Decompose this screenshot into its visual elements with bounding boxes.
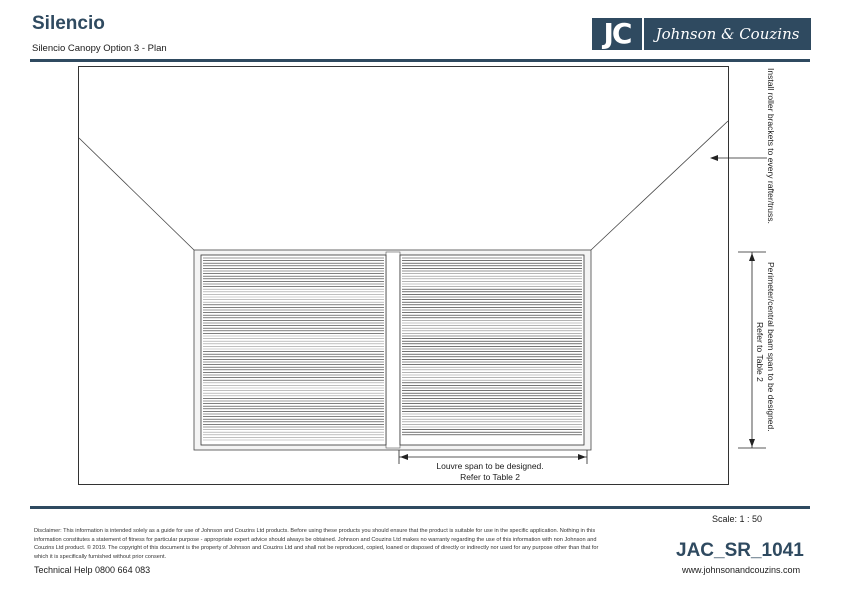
technical-help: Technical Help 0800 664 083 [34,565,151,575]
drawing-scale: Scale: 1 : 50 [712,514,763,524]
louvre-span-line1: Louvre span to be designed. [436,461,544,471]
hip-line-left [79,138,194,250]
logo-wordmark: Johnson & Couzins [644,18,811,50]
louvre-span-note [396,461,584,483]
louvre-span-line2: Refer to Table 2 [460,472,520,482]
disclaimer-text: Disclaimer: This information is intended solely as a guide for use of Johnson and Couzins Ltd products. Before using these products you should ensure that the product is suitable for use in the specific application. Nothing in this information constitutes a statement of fitness for particular purpose - appropriate expert advice should always be obtained. Johnson and Couzins Ltd makes no warranty regarding the use of this information with non Johnson and Couzins Ltd product. © 2019. The copyright of this document is the property of Johnson and Couzins Ltd and shall not be reproduced, copied, loaned or disposed of directly or indirectly nor used for any purpose other than that for which it is specifically furnished without prior consent. [34,528,599,560]
logo-mark: JC [592,18,642,50]
louvre-arrow-right [578,454,586,460]
roller-bracket-note: Install roller brackets to every rafter/truss. [766,68,776,224]
hip-line-right [591,121,728,250]
beam-span-reference: Refer to Table 2 [755,322,765,382]
page-title: Silencio [32,13,105,34]
beam-span-note: Perimeter/central beam span to be designed. [766,262,776,432]
website-link[interactable]: www.johnsonandcouzins.com [682,565,801,575]
central-beam [386,252,400,448]
beam-arrow-bottom [749,439,755,447]
footer-rule [30,506,810,509]
louvre-arrow-left [400,454,408,460]
document-number: JAC_SR_1041 [676,540,804,561]
bracket-arrow-head [710,155,718,161]
drawing-subtitle: Silencio Canopy Option 3 - Plan [32,43,167,54]
beam-arrow-top [749,253,755,261]
